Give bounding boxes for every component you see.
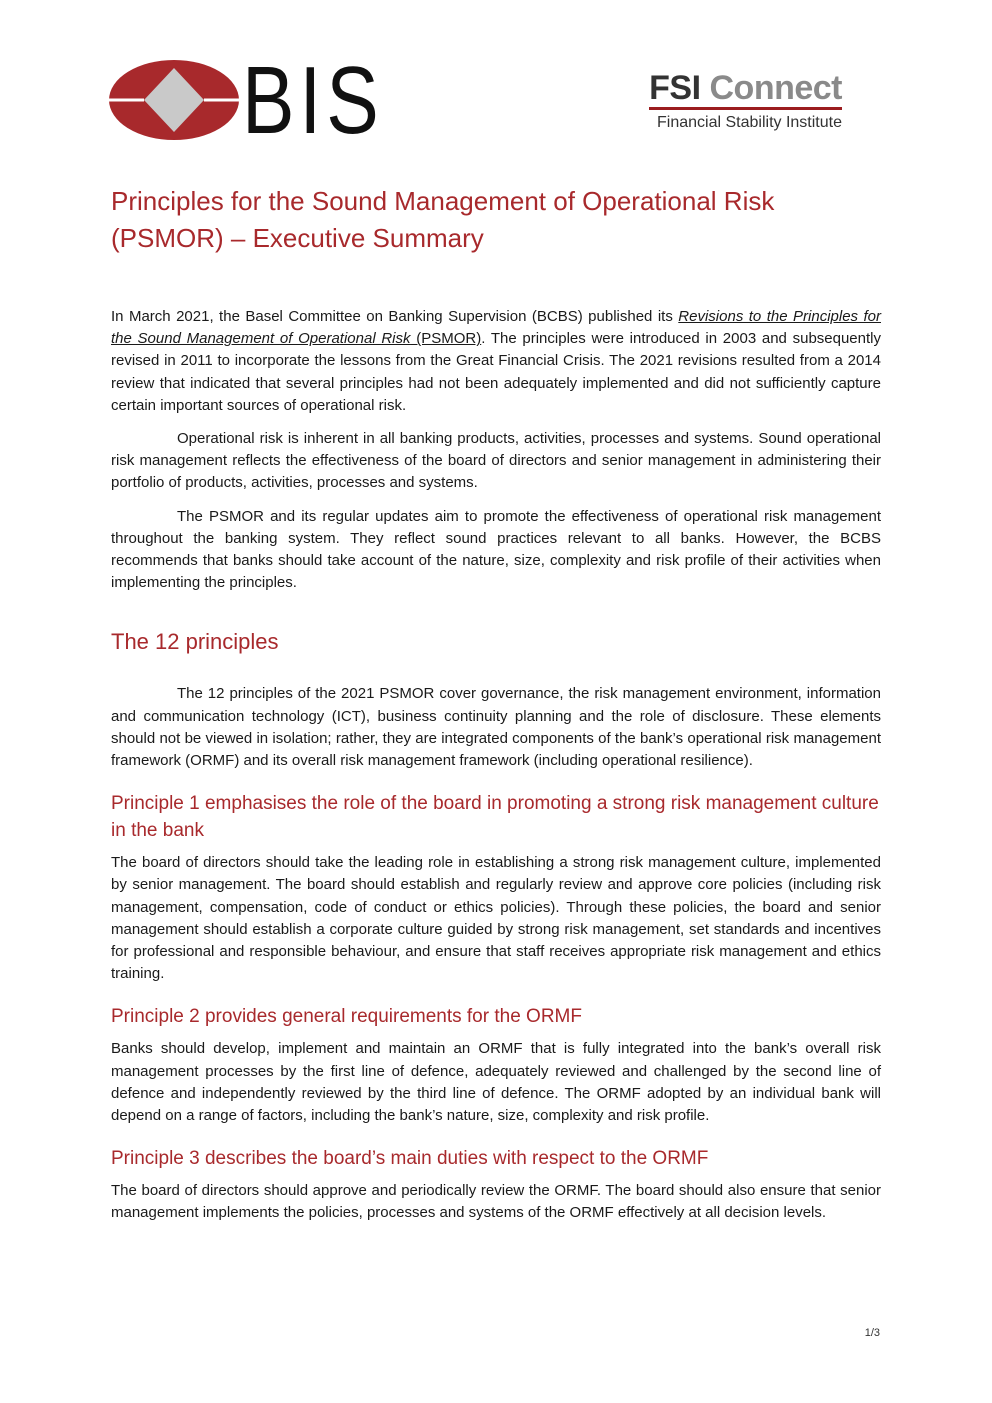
principle-1-body: The board of directors should take the leading role in establishing a strong risk management culture, implemented by senior management. The board should establish and regularly review and approve core policies (including risk management, compensation, code of conduct or ethics policies). Through these policies, the board and senior management should establish a corporate culture guided by strong risk management, set standards and incentives for professional and responsible behaviour, and ensure that staff receives appropriate risk management and ethics training. xyxy=(111,854,881,983)
psmor-link-italic: Revisions to the Principles for the Sound Management of Operational Risk xyxy=(111,308,881,348)
bis-wordmark: BIS xyxy=(242,47,384,154)
principles-intro-paragraph: The 12 principles of the 2021 PSMOR cover governance, the risk management environment, information and communication technology (ICT), business continuity planning and the role of disclosure. These elements should not be viewed in isolation; rather, they are integrated components of the bank’s operational risk management framework (ORMF) and its overall risk management framework (including operational resilience). xyxy=(111,685,881,770)
principle-3-heading: Principle 3 describes the board’s main duties with respect to the ORMF xyxy=(111,1148,709,1170)
bis-emblem-icon xyxy=(108,60,242,150)
section-heading-principles: The 12 principles xyxy=(111,629,279,655)
principle-2-body: Banks should develop, implement and maintain an ORMF that is fully integrated into the bank’s overall risk management processes by the first line of defence, adequately reviewed and challenged by the second line of defence and independently reviewed by the third line of defence. The ORMF adopted by an individual bank will depend on a range of factors, including the bank’s nature, size, complexity and risk profile. xyxy=(111,1040,881,1125)
intro-p1-rest: . The principles were introduced in 2003 and subsequently revised in 2011 to incorporate the lessons from the Great Financial Crisis. The 2021 revisions resulted from a 2014 review that indicated that several principles had not been adequately implemented and did not sufficiently capture certain important sources of operational risk. xyxy=(111,330,881,414)
fsi-connect-logo xyxy=(632,70,842,134)
intro-paragraph-1 xyxy=(111,306,881,417)
bis-logo xyxy=(108,47,398,154)
fsi-subtitle: Financial Stability Institute xyxy=(657,114,842,131)
principle-3-body: The board of directors should approve and periodically review the ORMF. The board should also ensure that senior management implements the policies, processes and systems of the ORMF effectively at all decision levels. xyxy=(111,1182,881,1222)
fsi-wordmark-part1: FSI xyxy=(649,69,701,107)
intro-p1-lead: In March 2021, the Basel Committee on Banking Supervision (BCBS) published its xyxy=(111,308,679,325)
document-title: Principles for the Sound Management of Operational Risk (PSMOR) – Executive Summary xyxy=(111,186,775,253)
intro-paragraph-2: Operational risk is inherent in all banking products, activities, processes and systems. Sound operational risk management reflects the effectiveness of the board of directors and senior management in administering their portfolio of products, activities, processes and systems. xyxy=(111,430,881,492)
document-content xyxy=(111,183,881,1225)
fsi-connect-wordmark xyxy=(649,70,842,110)
intro-paragraph-3: The PSMOR and its regular updates aim to promote the effectiveness of operational risk management throughout the banking system. They reflect sound practices relevant to all banks. However, the BCBS recommends that banks should take account of the nature, size, complexity and risk profile of their activities when implementing the principles. xyxy=(111,507,881,592)
page-number: 1/3 xyxy=(864,1327,880,1339)
principle-2-heading: Principle 2 provides general requirements for the ORMF xyxy=(111,1006,582,1028)
psmor-link-plain: (PSMOR) xyxy=(410,330,482,348)
fsi-wordmark-part2: Connect xyxy=(709,69,842,107)
principle-1-heading: Principle 1 emphasises the role of the board in promoting a strong risk management culture in the bank xyxy=(111,793,879,842)
